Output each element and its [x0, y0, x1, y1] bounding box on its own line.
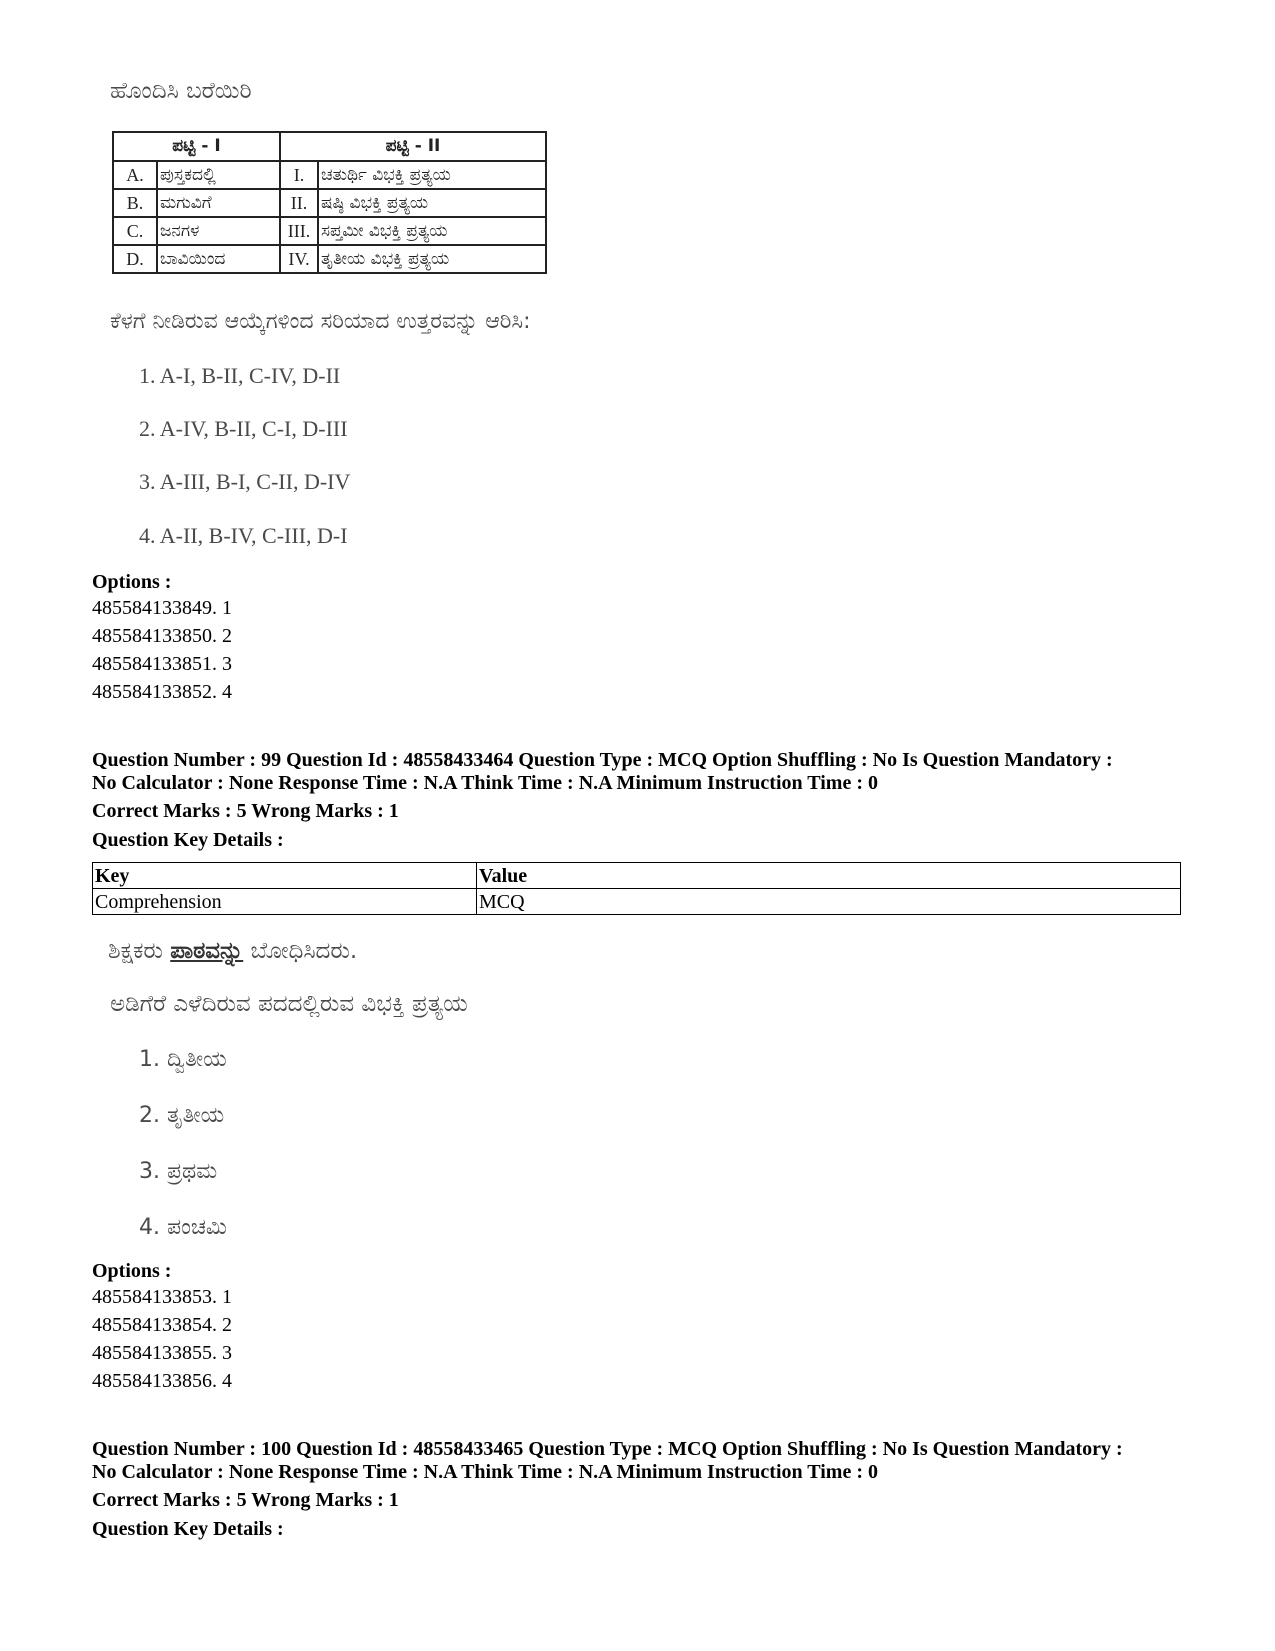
row-match-item: ಸಪ್ತಮೀ ವಿಭಕ್ತಿ ಪ್ರತ್ಯಯ [318, 217, 546, 245]
key-details-label: Question Key Details : [92, 1518, 284, 1540]
row-match-item: ಚತುರ್ಥಿ ವಿಭಕ್ತಿ ಪ್ರತ್ಯಯ [318, 161, 546, 189]
row-roman-label: IV. [280, 245, 318, 273]
row-label: C. [113, 217, 157, 245]
match-row [113, 245, 546, 273]
option-id: 485584133855. 3 [92, 1342, 232, 1364]
answer-choice: 4. A-II, B-IV, C-III, D-I [139, 523, 348, 548]
option-id: 485584133854. 2 [92, 1314, 232, 1336]
question-prompt: ಅಡಿಗೆರೆ ಎಳೆದಿರುವ ಪದದಲ್ಲಿರುವ ವಿಭಕ್ತಿ ಪ್ರತ್ಯಯ [110, 991, 468, 1017]
key-header: Key [93, 863, 477, 889]
list-1-header: ಪಟ್ಟಿ - I [113, 132, 280, 161]
match-instruction: ಹೊಂದಿಸಿ ಬರೆಯಿರಿ [110, 78, 252, 104]
row-item: ಮಗುವಿಗೆ [157, 189, 280, 217]
question-meta-line: No Calculator : None Response Time : N.A Think Time : N.A Minimum Instruction Time : 0 [92, 772, 878, 794]
row-label: D. [113, 245, 157, 273]
row-match-item: ತೃತೀಯ ವಿಭಕ್ತಿ ಪ್ರತ್ಯಯ [318, 245, 546, 273]
row-roman-label: II. [280, 189, 318, 217]
options-label: Options : [92, 1260, 172, 1282]
question-meta-line: Question Number : 100 Question Id : 48558433465 Question Type : MCQ Option Shuffling : No Is Question Mandatory : [92, 1438, 1123, 1460]
marks-line: Correct Marks : 5 Wrong Marks : 1 [92, 800, 399, 822]
answer-choice: 3. ಪ್ರಥಮ [139, 1159, 218, 1184]
question-sentence [108, 940, 357, 963]
row-label: A. [113, 161, 157, 189]
answer-choice: 2. A-IV, B-II, C-I, D-III [139, 416, 348, 441]
row-item: ಜನಗಳ [157, 217, 280, 245]
option-id: 485584133849. 1 [92, 597, 232, 619]
list-2-header: ಪಟ್ಟಿ - II [280, 132, 546, 161]
option-id: 485584133856. 4 [92, 1370, 232, 1392]
value-cell: MCQ [477, 889, 1181, 915]
marks-line: Correct Marks : 5 Wrong Marks : 1 [92, 1489, 399, 1511]
sentence-start: ಶಿಕ್ಷಕರು [108, 938, 171, 964]
key-details-label: Question Key Details : [92, 829, 284, 851]
row-roman-label: III. [280, 217, 318, 245]
sentence-end: ಬೋಧಿಸಿದರು. [243, 938, 358, 964]
question-meta-line: Question Number : 99 Question Id : 48558433464 Question Type : MCQ Option Shuffling : No Is Question Mandatory : [92, 749, 1113, 771]
answer-choice: 3. A-III, B-I, C-II, D-IV [139, 469, 351, 494]
question-meta-line: No Calculator : None Response Time : N.A Think Time : N.A Minimum Instruction Time : 0 [92, 1461, 878, 1483]
match-table [112, 131, 547, 274]
row-item: ಬಾವಿಯಿಂದ [157, 245, 280, 273]
match-row [113, 217, 546, 245]
row-roman-label: I. [280, 161, 318, 189]
option-id: 485584133851. 3 [92, 653, 232, 675]
key-cell: Comprehension [93, 889, 477, 915]
value-header: Value [477, 863, 1181, 889]
key-table-header [93, 863, 1181, 889]
answer-choice: 4. ಪಂಚಮಿ [139, 1215, 227, 1240]
row-item: ಪುಸ್ತಕದಲ್ಲಿ [157, 161, 280, 189]
answer-choice: 1. ದ್ವಿತೀಯ [139, 1047, 227, 1072]
match-row [113, 189, 546, 217]
row-match-item: ಷಷ್ಠಿ ವಿಭಕ್ತಿ ಪ್ರತ್ಯಯ [318, 189, 546, 217]
answer-choice: 2. ತೃತೀಯ [139, 1103, 225, 1128]
row-label: B. [113, 189, 157, 217]
options-label: Options : [92, 571, 172, 593]
answer-choice: 1. A-I, B-II, C-IV, D-II [139, 363, 341, 388]
key-table-row [93, 889, 1181, 915]
question-prompt: ಕೆಳಗೆ ನೀಡಿರುವ ಆಯ್ಕೆಗಳಿಂದ ಸರಿಯಾದ ಉತ್ತರವನ್ನು ಆರಿಸಿ: [110, 309, 531, 334]
option-id: 485584133852. 4 [92, 681, 232, 703]
option-id: 485584133853. 1 [92, 1286, 232, 1308]
underlined-word: ಪಾಠವನ್ನು [170, 938, 244, 964]
key-details-table [92, 862, 1181, 915]
option-id: 485584133850. 2 [92, 625, 232, 647]
match-table-header [113, 132, 546, 161]
match-row [113, 161, 546, 189]
